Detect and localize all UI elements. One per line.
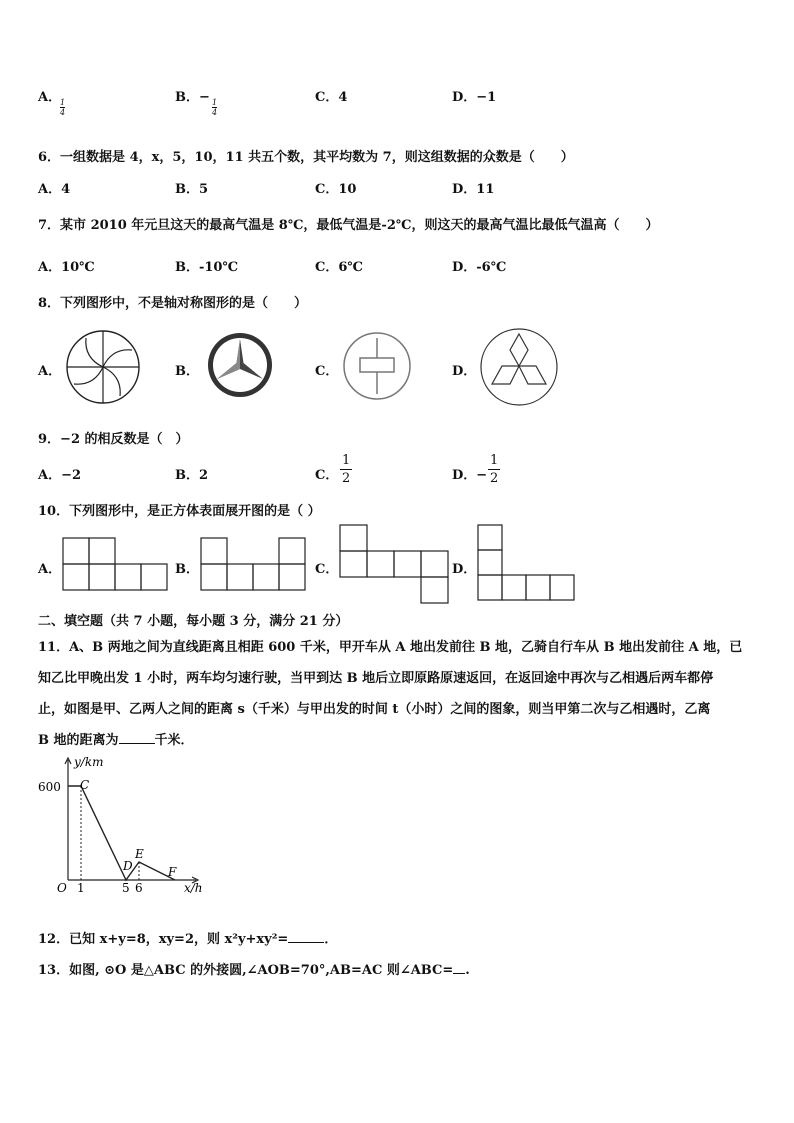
q11-answer-blank[interactable]: [119, 731, 155, 744]
q5-option-d: D．−1: [452, 90, 497, 105]
q9-d-denominator: 2: [490, 471, 499, 486]
point-d-label: D: [123, 859, 133, 873]
q13-answer-blank[interactable]: [453, 961, 465, 974]
q7-option-b: B．-10℃: [175, 260, 239, 275]
distance-polyline: [68, 786, 175, 880]
q13-suffix: .: [465, 963, 470, 978]
x-tick-6: 6: [135, 881, 143, 895]
cube-net-b-figure: [200, 537, 310, 593]
q5-b-numerator: 1: [212, 98, 218, 107]
q9-c-denominator: 2: [342, 471, 351, 486]
q5-option-c: C．4: [315, 90, 348, 105]
section-fill-in-title: 二、填空题（共 7 小题，每小题 3 分，满分 21 分）: [38, 614, 349, 629]
cube-net-a-figure: [62, 537, 172, 593]
q5-option-b-label: B．−: [175, 90, 210, 105]
x-tick-5: 5: [122, 881, 130, 895]
cube-net-d-figure: [477, 524, 579, 604]
q9-option-d-label: D．−: [452, 468, 488, 483]
point-e-label: E: [135, 847, 144, 861]
q12-suffix: ．: [324, 932, 338, 947]
q5-a-denominator: 4: [60, 108, 66, 117]
q5-option-a-label: A．: [38, 90, 62, 105]
origin-label: O: [57, 881, 67, 895]
q6-option-d: D．11: [452, 182, 495, 197]
q8-option-a: A．: [38, 364, 62, 379]
three-diamonds-circle-figure: [478, 326, 560, 408]
q6-option-b: B．5: [175, 182, 209, 197]
q6-option-a: A．4: [38, 182, 71, 197]
q8-option-b: B．: [175, 364, 199, 379]
circle-rectangle-cross-figure: [342, 331, 412, 401]
x-axis-label: x/h: [184, 881, 203, 895]
point-f-label: F: [168, 865, 177, 879]
q11-line-4-suffix: 千米．: [154, 733, 194, 748]
q10-option-d: D．: [452, 562, 477, 577]
q9-option-c: [315, 464, 338, 483]
cube-net-c-figure: [339, 524, 451, 606]
q11-distance-time-graph: [36, 752, 206, 898]
q10-option-b: B．: [175, 562, 199, 577]
q6-stem: 6．一组数据是 4，x，5，10，11 共五个数，其平均数为 7，则这组数据的众数是（ ）: [38, 150, 574, 165]
pinwheel-circle-figure: [64, 328, 142, 406]
q5-option-b: [175, 86, 210, 105]
q7-option-a: A．10℃: [38, 260, 95, 275]
q8-option-c: C．: [315, 364, 339, 379]
q7-stem: 7．某市 2010 年元旦这天的最高气温是 8℃，最低气温是-2℃，则这天的最高气温比最低气温高（ ）: [38, 218, 659, 233]
q9-c-fraction: [340, 452, 352, 487]
q13: [38, 959, 470, 978]
q10-stem: 10．下列图形中，是正方体表面展开图的是（ ）: [38, 504, 321, 519]
q5-option-a: [38, 86, 61, 105]
point-c-label: C: [80, 778, 90, 792]
q12-stem: 12．已知 x+y=8，xy=2，则 x²y+xy²=: [38, 932, 289, 947]
q9-c-numerator: 1: [342, 453, 351, 468]
q6-option-c: C．10: [315, 182, 357, 197]
q5-b-denominator: 4: [212, 108, 218, 117]
three-point-star-emblem-figure: [205, 330, 275, 400]
q9-d-fraction: [488, 452, 500, 487]
q9-option-c-label: C．: [315, 468, 339, 483]
q7-option-d: D．-6℃: [452, 260, 507, 275]
q11-line-4-prefix: B 地的距离为: [38, 733, 119, 748]
q7-option-c: C．6℃: [315, 260, 363, 275]
q11-line-2: 知乙比甲晚出发 1 小时，两车均匀速行驶，当甲到达 B 地后立即原路原速返回，在返回途中再次与乙相遇后两车都停: [38, 671, 714, 686]
q9-option-b: B．2: [175, 468, 209, 483]
q12-answer-blank[interactable]: [288, 930, 324, 943]
y-axis-label: y/km: [74, 755, 104, 769]
q9-option-d: [452, 464, 487, 483]
y-tick-600: 600: [38, 780, 61, 794]
q8-option-d: D．: [452, 364, 477, 379]
q11-line-4: [38, 729, 194, 748]
q9-option-a: A．−2: [38, 468, 82, 483]
q5-option-a-fraction: [60, 98, 65, 117]
q10-option-c: C．: [315, 562, 339, 577]
q11-line-1: 11．A、B 两地之间为直线距离且相距 600 千米，甲开车从 A 地出发前往 B 地，乙骑自行车从 B 地出发前往 A 地，已: [38, 640, 743, 655]
q13-stem: 13．如图, ⊙O 是△ABC 的外接圆,∠AOB=70°,AB=AC 则∠ABC=: [38, 963, 454, 978]
q11-line-3: 止，如图是甲、乙两人之间的距离 s（千米）与甲出发的时间 t（小时）之间的图象，则当甲第二次与乙相遇时，乙离: [38, 702, 711, 717]
x-tick-1: 1: [77, 881, 85, 895]
q5-option-b-fraction: [212, 98, 217, 117]
q9-stem: 9．−2 的相反数是（ ）: [38, 432, 189, 447]
q5-a-numerator: 1: [60, 98, 66, 107]
q8-stem: 8．下列图形中，不是轴对称图形的是（ ）: [38, 296, 308, 311]
q10-option-a: A．: [38, 562, 62, 577]
q12: [38, 928, 337, 947]
q9-d-numerator: 1: [490, 453, 499, 468]
